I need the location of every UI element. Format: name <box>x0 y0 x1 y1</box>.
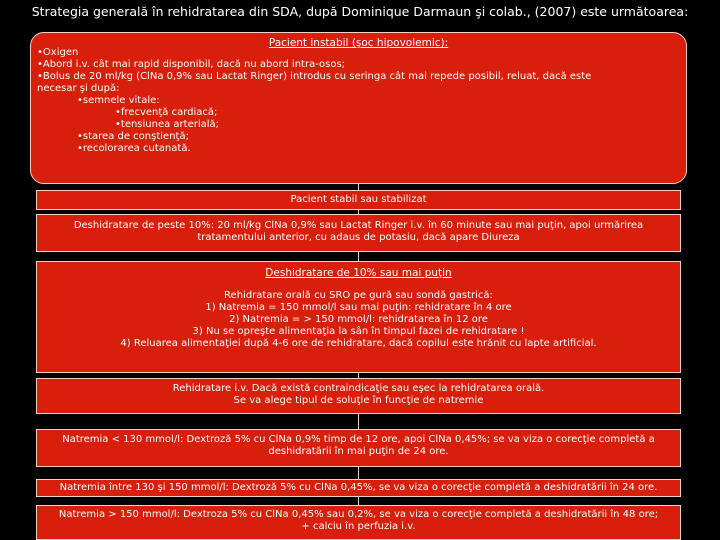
connector <box>358 252 359 261</box>
box-line: 2) Natremia = > 150 mmol/l: rehidratarea în 12 ore <box>229 314 488 325</box>
unstable-patient-heading: Pacient instabil (şoc hipovolemic): <box>268 37 449 49</box>
list-item: •semnele vitale: <box>77 95 160 106</box>
box-line: Se va alege tipul de soluţie în funcţie de natremie <box>233 395 484 406</box>
natremia-130-150-box: Natremia între 130 şi 150 mmol/l: Dextroză 5% cu ClNa 0,45%, se va viza o corecţie completă a deshidratării în 24 ore. <box>36 479 681 497</box>
connector <box>358 467 359 479</box>
list-item: •frecvenţă cardiacă; <box>115 107 218 118</box>
box-line: Rehidratare i.v. Dacă există contraindicaţie sau eşec la rehidratarea orală. <box>172 383 545 394</box>
box-line: Deshidratare de peste 10%: 20 ml/kg ClNa 0,9% sau Lactat Ringer i.v. în 60 minute sau mai puţin, apoi urmărirea <box>73 220 644 231</box>
box-line: tratamentului anterior, cu adaus de potasiu, dacă apare Diureza <box>197 232 520 243</box>
list-item: •tensiunea arterială; <box>115 119 220 130</box>
dehydration-over-10-box <box>36 214 681 252</box>
unstable-patient-list <box>37 47 676 155</box>
box-line: 1) Natremia = 150 mmol/l sau mai puţin: rehidratare în 4 ore <box>205 302 512 313</box>
stable-patient-box: Pacient stabil sau stabilizat <box>36 190 681 210</box>
iv-rehydration-box <box>36 378 681 414</box>
box-line: 4) Reluarea alimentaţiei după 4-6 ore de rehidratare, dacă copilul este hrănit cu lapte artificial. <box>120 338 597 349</box>
unstable-patient-box <box>30 32 687 184</box>
box-line: deshidratării în mai puţin de 24 ore. <box>268 446 449 457</box>
list-item: •Bolus de 20 ml/kg (ClNa 0,9% sau Lactat Ringer) introdus cu seringa cât mai repede posibil, reluat, dacă este <box>37 71 592 82</box>
natremia-over-150-box <box>36 505 681 540</box>
dehydration-under-10-box <box>36 261 681 373</box>
box-line: 3) Nu se opreşte alimentaţia la sân în timpul fazei de rehidratare ! <box>192 326 525 337</box>
list-item: •recolorarea cutanată. <box>77 143 191 154</box>
box-line: + calciu în perfuzia i.v. <box>301 521 416 532</box>
box-line: Natremia < 130 mmol/l: Dextroză 5% cu ClNa 0,9% timp de 12 ore, apoi ClNa 0,45%; se va viza o corecţie completă a <box>62 434 655 445</box>
list-item: necesar şi după: <box>37 83 120 94</box>
list-item: •Abord i.v. cât mai rapid disponibil, dacă nu abord intra-osos; <box>37 59 346 70</box>
connector <box>358 414 359 429</box>
connector <box>358 497 359 505</box>
natremia-under-130-box <box>36 429 681 467</box>
list-item: •starea de conştienţă; <box>77 131 189 142</box>
list-item: •Oxigen <box>37 47 79 58</box>
box-line: Rehidratare orală cu SRO pe gură sau sondă gastrică: <box>224 290 493 301</box>
dehydration-under-10-heading: Deshidratare de 10% sau mai puţin <box>265 267 452 279</box>
page-title: Strategia generală în rehidratarea din SDA, după Dominique Darmaun şi colab., (2007) este următoarea: <box>31 4 689 19</box>
box-line: Natremia > 150 mmol/l: Dextroza 5% cu ClNa 0,45% sau 0,2%, se va viza o corecţie completă a deshidratării în 48 ore; <box>58 509 659 520</box>
